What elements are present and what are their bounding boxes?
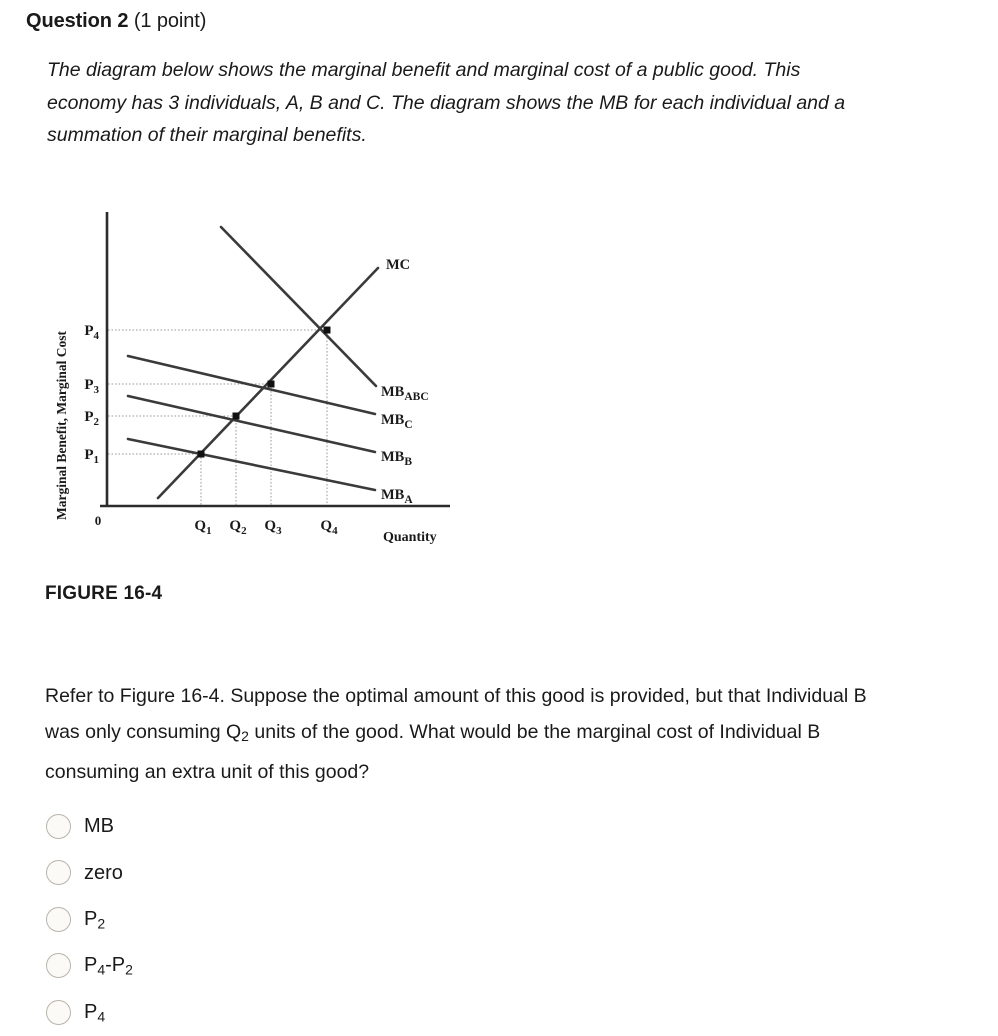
question-body — [45, 678, 880, 790]
option-row-p2[interactable] — [46, 896, 446, 943]
radio-button-p2[interactable] — [46, 907, 71, 932]
x-tick-labels — [194, 518, 338, 537]
x-tick-q4: $Q_4$ — [320, 518, 338, 537]
label-mb-b: $MB_B$ — [381, 449, 413, 468]
option-row-p4-minus-p2[interactable] — [46, 943, 446, 990]
question-body-part-1: Refer to Figure 16-4. Suppose the optimal amount of this good is provided, but that Individual B was only consuming Q — [45, 685, 867, 743]
question-header — [26, 10, 206, 33]
radio-button-zero[interactable] — [46, 860, 71, 885]
radio-button-p4[interactable] — [46, 1000, 71, 1025]
curves — [128, 227, 378, 498]
option-row-p4[interactable] — [46, 989, 446, 1036]
x-axis-title: Quantity — [383, 530, 437, 545]
question-number: Question 2 — [26, 10, 129, 32]
x-tick-q1: $Q_1$ — [194, 518, 212, 537]
marker-q1-p1 — [198, 451, 205, 458]
x-tick-q2: $Q_2$ — [229, 518, 247, 537]
label-mb-c: $MB_C$ — [381, 412, 413, 431]
y-axis-title: Marginal Benefit, Marginal Cost — [54, 331, 69, 520]
question-body-subscript: 2 — [241, 728, 249, 745]
question-stem: The diagram below shows the marginal benefit and marginal cost of a public good. This economy has 3 individuals, A, B and C. The diagram shows the MB for each individual and a summation of their marginal benefits. — [47, 59, 846, 146]
public-good-mb-mc-chart — [0, 190, 500, 560]
marker-q2-p2 — [233, 413, 240, 420]
y-tick-labels — [84, 323, 99, 466]
figure-caption: FIGURE 16-4 — [45, 583, 163, 604]
question-body-part-2: units of the good. What would be the marginal cost of Individual B consuming an extra unit of this good? — [45, 721, 821, 784]
question-points: (1 point) — [133, 10, 207, 32]
curve-labels — [381, 257, 429, 506]
y-tick-p2: $P_2$ — [84, 409, 99, 428]
option-label-p4-minus-p2: $P_4-P_2$ — [84, 954, 133, 978]
radio-button-p4-minus-p2[interactable] — [46, 953, 71, 978]
marker-q3-p3 — [268, 381, 275, 388]
radio-button-mb[interactable] — [46, 814, 71, 839]
curve-mb-abc — [221, 227, 376, 386]
y-tick-p3: $P_3$ — [84, 377, 99, 396]
answer-options — [46, 803, 446, 1036]
curve-mb-a — [128, 439, 375, 490]
marker-q4-p4 — [324, 327, 331, 334]
option-label-mb: MB — [84, 815, 114, 838]
option-row-mb[interactable] — [46, 803, 446, 850]
label-mb-abc: $MB_{ABC}$ — [381, 384, 429, 403]
option-label-zero: zero — [84, 861, 123, 884]
y-tick-p1: $P_1$ — [84, 447, 99, 466]
x-tick-q3: $Q_3$ — [264, 518, 282, 537]
label-mc: MC — [386, 257, 411, 273]
option-label-p2: $P_2$ — [84, 907, 106, 931]
figure-16-4 — [0, 190, 500, 560]
y-tick-p4: $P_4$ — [84, 323, 99, 342]
option-label-p4: $P_4$ — [84, 1000, 106, 1024]
origin-label: 0 — [94, 513, 102, 528]
option-row-zero[interactable] — [46, 850, 446, 897]
label-mb-a: $MB_A$ — [381, 487, 413, 506]
